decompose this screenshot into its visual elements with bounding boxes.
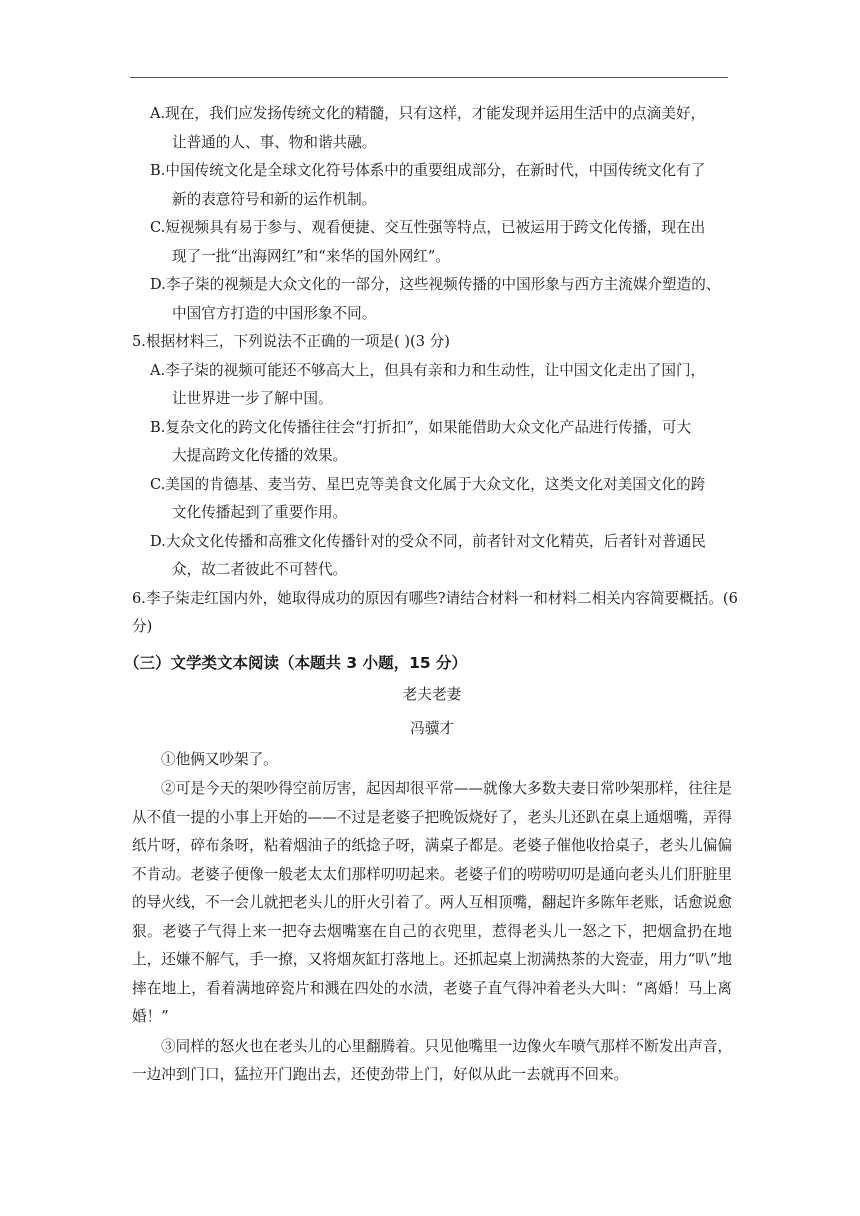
q4-option-d-line2: 中国官方打造的中国形象不同。 (172, 304, 377, 322)
q4-option-a-line2: 让普通的人、事、物和谐共融。 (172, 133, 377, 151)
story-paragraph-3: ③同样的怒火也在老头儿的心里翻腾着。只见他嘴里一边像火车喷气那样不断发出声音，一边冲到门口，猛拉开门跑出去，还使劲带上门，好似从此一去就再不回来。 (132, 1037, 732, 1083)
section-heading: （三）文学类文本阅读（本题共 3 小题，15 分） (124, 653, 468, 672)
q5-option-a-line1: A.李子柒的视频可能还不够高大上，但具有亲和力和生动性，让中国文化走出了国门， (150, 361, 706, 379)
story-author: 冯骥才 (410, 719, 454, 737)
story-title: 老夫老妻 (402, 685, 462, 703)
q5-option-b-line1: B.复杂文化的跨文化传播往往会“打折扣”，如果能借助大众文化产品进行传播，可大 (150, 418, 692, 436)
story-paragraph-1: ①他俩又吵架了。 (161, 750, 278, 768)
question-5 (132, 328, 732, 585)
header-rule (130, 77, 728, 78)
q4-option-b-line2: 新的表意符号和新的运作机制。 (172, 190, 377, 208)
story-paragraph-2: ②可是今天的架吵得空前厉害，起因却很平常——就像大多数夫妻日常吵架那样，往往是从不值一提的小事上开始的——不过是老婆子把晚饭烧好了，老头儿还趴在桌上通烟嘴，弄得纸片呀，碎布条呀，粘着烟油子的纸捻子呀，满桌子都是。老婆子催他收拾桌子，老头儿偏偏不肯动。老婆子便像一般老太太们那样叨叨起来。老婆子们的唠唠叨叨是通向老头儿们肝脏里的导火线，不一会儿就把老头儿的肝火引着了。两人互相顶嘴，翻起许多陈年老账，话愈说愈狠。老婆子气得上来一把夺去烟嘴塞在自己的衣兜里，惹得老头儿一怒之下，把烟盒扔在地上，还嫌不解气，手一撩，又将烟灰缸打落地上。还抓起桌上沏满热茶的大瓷壶，用力“叭”地摔在地上，看着满地碎瓷片和溅在四处的水渍，老婆子直气得冲着老头大叫：“离婚！马上离婚！” (132, 780, 732, 1025)
q6-line1: 6.李子柒走红国内外，她取得成功的原因有哪些?请结合材料一和材料二相关内容简要概括。(6 (132, 589, 738, 607)
q4-option-d-line1: D.李子柒的视频是大众文化的一部分，这些视频传播的中国形象与西方主流媒介塑造的、 (150, 276, 721, 293)
q4-option-c-line1: C.短视频具有易于参与、观看便捷、交互性强等特点，已被运用于跨文化传播，现在出 (150, 219, 706, 236)
q5-option-c-line2: 文化传播起到了重要作用。 (172, 504, 348, 521)
q5-option-b-line2: 大提高跨文化传播的效果。 (172, 447, 348, 464)
q5-stem: 5.根据材料三，下列说法不正确的一项是( )(3 分) (132, 333, 450, 350)
q4-option-a-line1: A.现在，我们应发扬传统文化的精髓，只有这样，才能发现并运用生活中的点滴美好， (150, 105, 706, 122)
exam-page (124, 100, 738, 1090)
q5-option-d-line2: 众，故二者彼此不可替代。 (172, 561, 348, 578)
q5-option-d-line1: D.大众文化传播和高雅文化传播针对的受众不同，前者针对文化精英，后者针对普通民 (150, 532, 706, 550)
q6-line2: 分) (132, 618, 153, 635)
question-4-options (132, 100, 732, 328)
question-6 (132, 585, 738, 642)
q4-option-b-line1: B.中国传统文化是全球文化符号体系中的重要组成部分，在新时代，中国传统文化有了 (150, 162, 706, 179)
q5-option-a-line2: 让世界进一步了解中国。 (172, 390, 333, 407)
q4-option-c-line2: 现了一批“出海网红”和“来华的国外网红”。 (172, 247, 450, 265)
q5-option-c-line1: C.美国的肯德基、麦当劳、星巴克等美食文化属于大众文化，这类文化对美国文化的跨 (150, 475, 706, 493)
